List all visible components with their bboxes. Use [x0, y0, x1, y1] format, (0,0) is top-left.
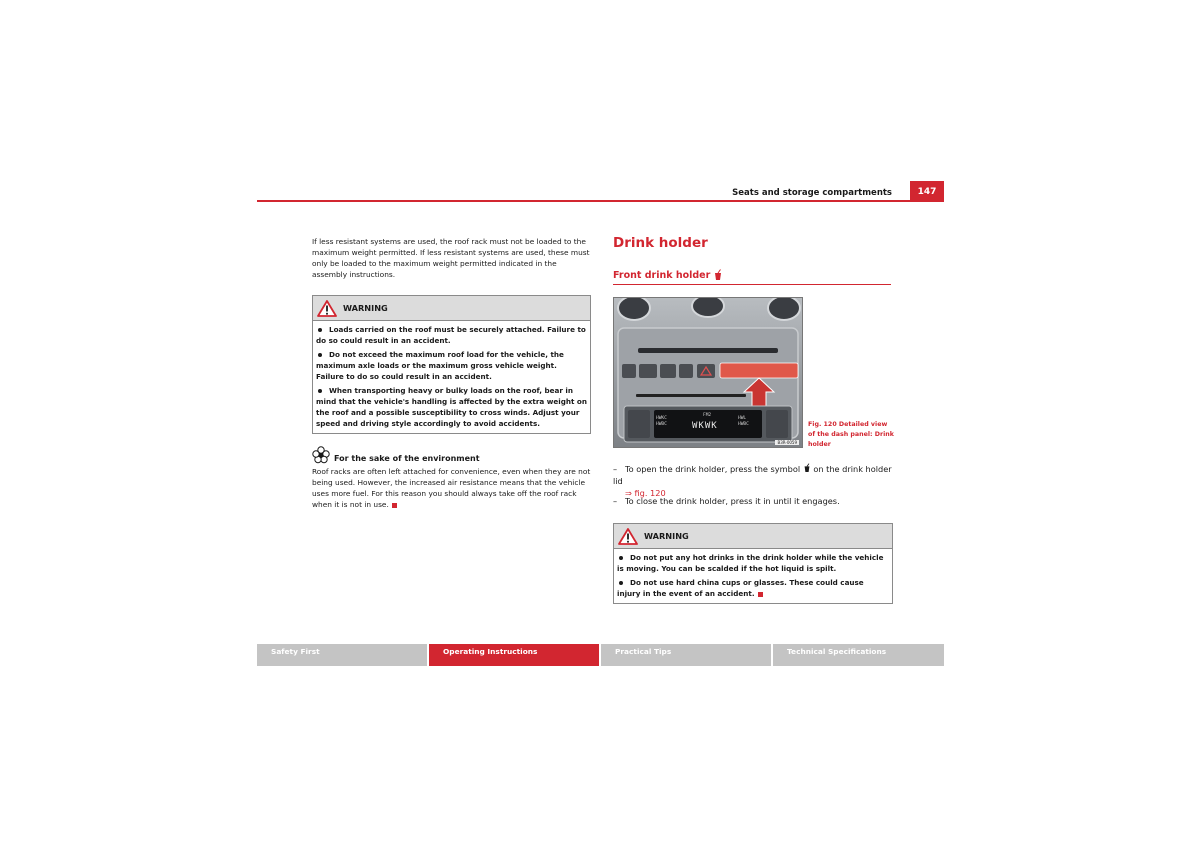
figure-caption: Fig. 120 Detailed view of the dash panel: Drink holder [808, 421, 894, 448]
warning-item-text: Loads carried on the roof must be securely attached. Failure to do so could result in an accident. [316, 325, 586, 345]
warning-triangle-icon [618, 528, 638, 545]
end-of-section-icon [758, 592, 763, 597]
warning-box-drinks [613, 523, 893, 604]
step-text: on the drink holder lid [613, 464, 892, 486]
subheading [613, 269, 723, 281]
step-close [613, 495, 893, 507]
header-divider [257, 200, 944, 202]
warning-item [617, 552, 889, 574]
environment-paragraph [312, 466, 591, 510]
step-dash: – [613, 464, 618, 474]
warning-header [313, 296, 590, 321]
display-label: HWL [738, 416, 747, 421]
warning-triangle-icon [317, 300, 337, 317]
bullet-icon [619, 556, 623, 560]
running-header-title: Seats and storage compartments [732, 188, 892, 198]
drink-holder-symbol-icon [803, 463, 811, 473]
figure-dash-panel [613, 297, 803, 448]
warning-item-text: Do not use hard china cups or glasses. These could cause injury in the event of an accident. [617, 578, 864, 598]
warning-body [313, 321, 590, 433]
display-left-labels [656, 416, 667, 428]
step-text: To close the drink holder, press it in until it engages. [625, 496, 840, 506]
warning-item [316, 385, 587, 429]
footer-tab-technical-specifications[interactable]: Technical Specifications [773, 644, 944, 666]
subheading-text: Front drink holder [613, 269, 711, 281]
page-number: 147 [910, 181, 944, 202]
section-heading: Drink holder [613, 235, 708, 251]
footer-tab-safety-first[interactable]: Safety First [257, 644, 427, 666]
drink-holder-icon [713, 269, 723, 281]
warning-box-roof [312, 295, 591, 434]
subheading-divider [613, 284, 891, 285]
display-station-text: WKWK [692, 421, 718, 431]
bullet-icon [318, 389, 322, 393]
intro-paragraph: If less resistant systems are used, the roof rack must not be loaded to the maximum weight permitted. If less resistant systems are used, these must only be loaded to the maximum weight permitted indicated in the assembly instructions. [312, 237, 590, 279]
bullet-icon [318, 353, 322, 357]
warning-title: WARNING [644, 531, 689, 541]
display-right-labels [738, 416, 749, 428]
step-dash: – [613, 496, 618, 506]
bullet-icon [318, 328, 322, 332]
warning-title: WARNING [343, 303, 388, 313]
step-open [613, 463, 893, 499]
display-label: HWBC [656, 422, 667, 427]
environment-heading [312, 446, 591, 464]
warning-item-text: Do not put any hot drinks in the drink holder while the vehicle is moving. You can be scalded if the hot liquid is spilt. [617, 553, 884, 573]
warning-item [617, 577, 889, 599]
display-band: FM2 [703, 413, 712, 418]
footer-tab-practical-tips[interactable]: Practical Tips [601, 644, 771, 666]
display-label: HWBC [738, 422, 749, 427]
warning-item-text: When transporting heavy or bulky loads on the roof, bear in mind that the vehicle's handling is affected by the extra weight on the roof and a possible susceptibility to cross winds. Adjust your speed and driving style accordingly to avoid accidents. [316, 386, 587, 428]
left-column [312, 236, 591, 510]
warning-header [614, 524, 892, 549]
bullet-icon [619, 581, 623, 585]
figure-link[interactable]: ⇒ fig. 120 [625, 488, 666, 498]
environment-text: Roof racks are often left attached for convenience, even when they are not being used. However, the increased air resistance means that the vehicle uses more fuel. For this reason you should always take off the roof rack when it is not in use. [312, 467, 591, 509]
figure-code: B3R-0059 [777, 440, 797, 445]
environment-title: For the sake of the environment [334, 453, 480, 463]
warning-item-text: Do not exceed the maximum roof load for the vehicle, the maximum axle loads or the maximum gross vehicle weight. Failure to do so could result in an accident. [316, 350, 564, 381]
footer-tab-operating-instructions[interactable]: Operating Instructions [429, 644, 599, 666]
warning-item [316, 349, 587, 382]
warning-body [614, 549, 892, 603]
warning-item [316, 324, 587, 346]
step-text: To open the drink holder, press the symbol [625, 464, 801, 474]
flower-icon [312, 446, 330, 464]
end-of-section-icon [392, 503, 397, 508]
display-label: HWKC [656, 416, 667, 421]
